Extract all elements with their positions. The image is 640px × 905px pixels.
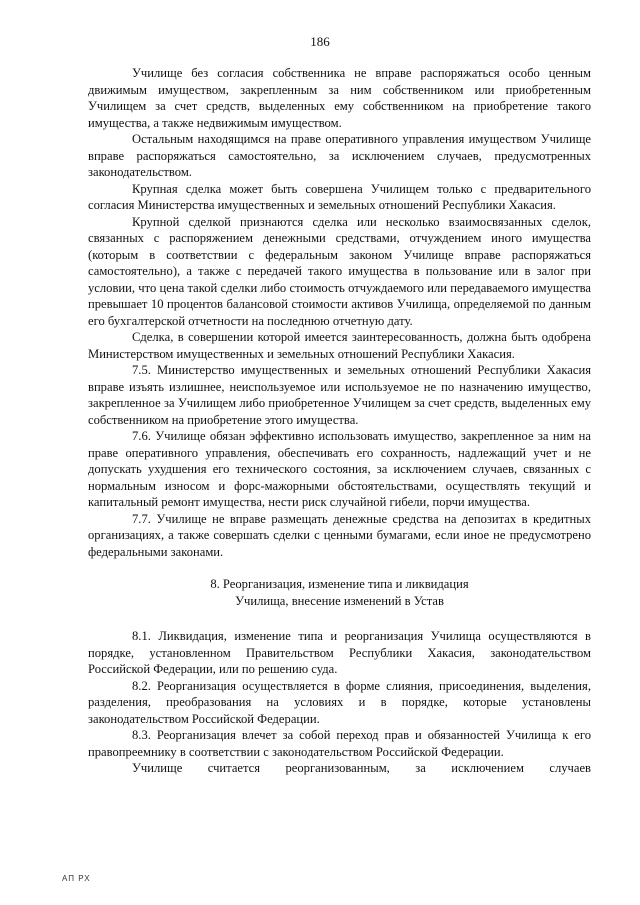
document-body (88, 65, 591, 777)
paragraph: Крупной сделкой признаются сделка или несколько взаимосвязанных сделок, связанных с распоряжением денежными средствами, отчуждением иного имущества (которым в соответствии с федеральным законом Училище вправе распоряжаться самостоятельно), а также с передачей такого имущества в пользование или в залог при условии, что цена такой сделки либо стоимость отчуждаемого или передаваемого имущества превышает 10 процентов балансовой стоимости активов Училища, определяемой по данным его бухгалтерской отчетности на последнюю отчетную дату. (88, 214, 591, 328)
paragraph: Сделка, в совершении которой имеется заинтересованность, должна быть одобрена Министерством имущественных и земельных отношений Республики Хакасия. (88, 330, 591, 361)
paragraph-7-7: 7.7. Училище не вправе размещать денежные средства на депозитах в кредитных организациях, а также совершать сделки с ценными бумагами, если иное не предусмотрено федеральными законами. (88, 511, 591, 559)
paragraph-8-1: 8.1. Ликвидация, изменение типа и реорганизация Училища осуществляются в порядке, установленном Правительством Республики Хакасия, законодательством Российской Федерации, или по решению суда. (88, 629, 591, 676)
paragraph-continued: Училище считается реорганизованным, за исключением случаев (132, 761, 591, 775)
paragraph-7-6: 7.6. Училище обязан эффективно использовать имущество, закрепленное за ним на праве оперативного управления, обеспечивать его сохранность, надлежащий учет и не допускать ухудшения его технического состояния, за исключением случаев, связанных с нормальным износом и форс-мажорными обстоятельствами, осуществлять текущий и капитальный ремонт имущества, нести риск случайной гибели, порчи имущества. (88, 429, 591, 509)
page-number: 186 (310, 34, 330, 49)
archive-mark: АП РХ (62, 874, 91, 883)
section-heading-line-1: 8. Реорганизация, изменение типа и ликвидация (210, 577, 469, 591)
paragraph: Крупная сделка может быть совершена Училищем только с предварительного согласия Министерства имущественных и земельных отношений Республики Хакасия. (88, 181, 591, 212)
paragraph-7-5: 7.5. Министерство имущественных и земельных отношений Республики Хакасия вправе изъять излишнее, неиспользуемое или используемое не по назначению имущество, закрепленное за Училищем либо приобретенное Училищем за счет средств, выделенных ему собственником на приобретение этого имущества. (88, 363, 591, 427)
section-heading (88, 576, 591, 609)
paragraph: Училище без согласия собственника не вправе распоряжаться особо ценным движимым имуществом, закрепленным за ним собственником или приобретенным Училищем за счет средств, выделенных ему собственником на приобретение такого имущества, а также недвижимым имуществом. (88, 66, 591, 130)
section-heading-line-2: Училища, внесение изменений в Устав (235, 593, 444, 608)
paragraph-8-3: 8.3. Реорганизация влечет за собой переход прав и обязанностей Училища к его правопреемнику в соответствии с законодательством Российской Федерации. (88, 728, 591, 759)
paragraph: Остальным находящимся на праве оперативного управления имуществом Училище вправе распоряжаться самостоятельно, за исключением случаев, предусмотренных законодательством. (88, 132, 591, 179)
paragraph-8-2: 8.2. Реорганизация осуществляется в форме слияния, присоединения, выделения, разделения, преобразования на условиях и в порядке, которые установлены законодательством Российской Федерации. (88, 678, 591, 726)
